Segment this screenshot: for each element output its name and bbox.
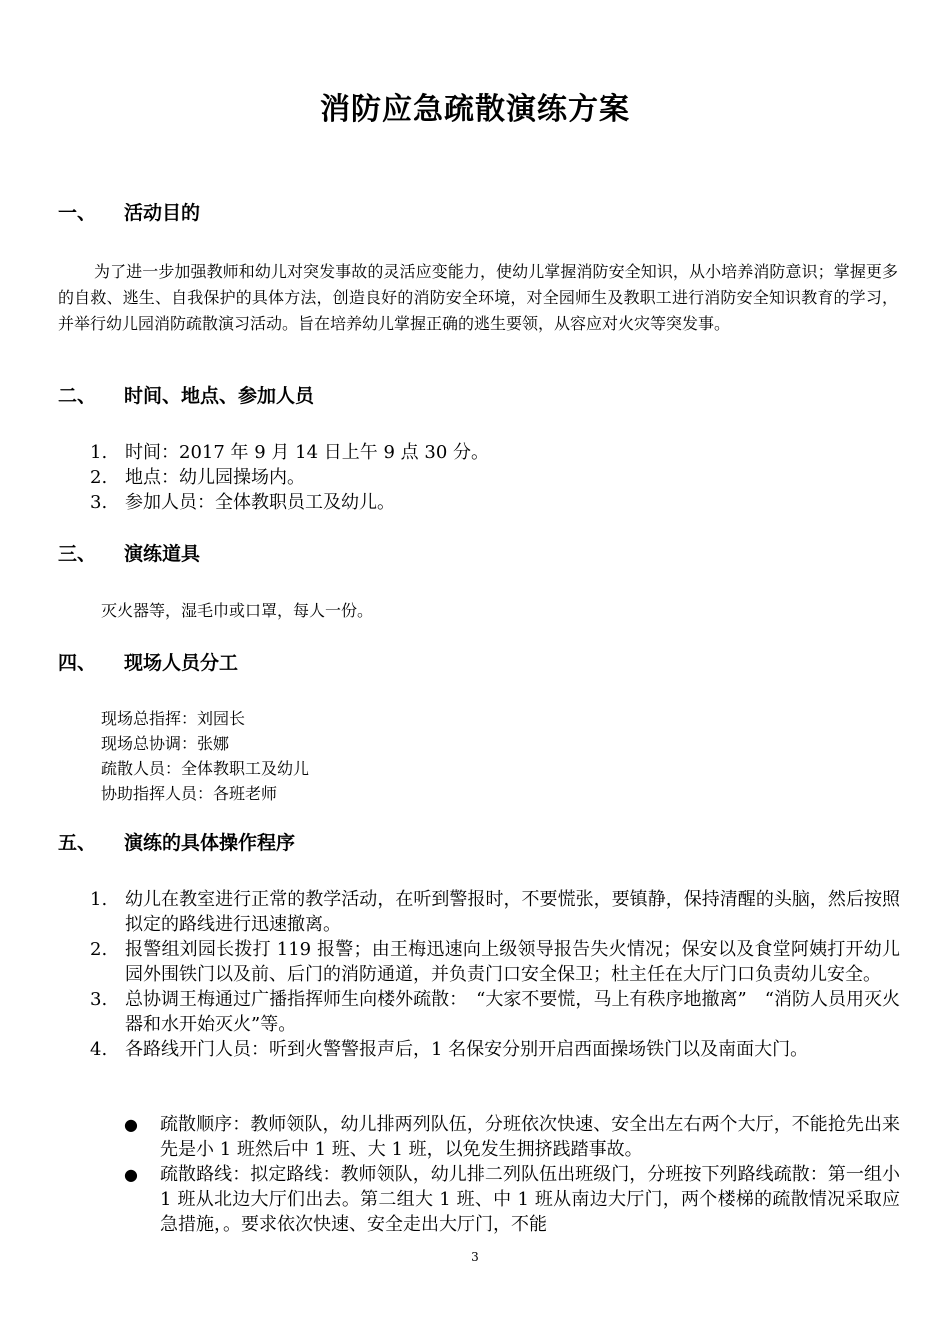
list-item: 1. 时间：2017 年 9 月 14 日上午 9 点 30 分。 [90,442,490,463]
list-item: 2. 报警组刘园长拨打 119 报警；由王梅迅速向上级领导报告失火情况；保安以及食堂阿姨打开幼儿园外围铁门以及前、后门的消防通道，并负责门口安全保卫；杜主任在大厅门口负责幼儿安全。 [90,939,900,985]
list-item: 4. 各路线开门人员：听到火警警报声后，1 名保安分别开启西面操场铁门以及南面大门。 [90,1039,809,1060]
procedure-list [90,887,900,1062]
section-heading-4 [58,648,238,675]
staff-line: 现场总指挥：刘园长 [101,709,246,728]
section-number: 一、 [58,202,97,224]
time-place-list [90,440,900,515]
bullet-marker: ● [124,1165,138,1184]
section-title: 时间、地点、参加人员 [124,385,315,407]
bullet-marker: ● [124,1115,138,1134]
staff-list [101,706,309,806]
list-item: 1. 幼儿在教室进行正常的教学活动，在听到警报时，不要慌张，要镇静，保持清醒的头脑，然后按照拟定的路线进行迅速撤离。 [90,889,900,935]
section-number: 五、 [58,832,97,854]
bullet-item: ● 疏散顺序：教师领队，幼儿排两列队伍，分班依次快速、安全出左右两个大厅，不能抢先出来先是小 1 班然后中 1 班、大 1 班，以免发生拥挤践踏事故。 [124,1114,900,1160]
bullet-item: ● 疏散路线：拟定路线：教师领队，幼儿排二列队伍出班级门，分班按下列路线疏散：第一组小 1 班从北边大厅们出去。第二组大 1 班、中 1 班从南边大厅门，两个楼梯的疏散情况采取应急措施，。要求依次快速、安全走出大厅门，不能 [124,1164,900,1235]
staff-line: 现场总协调：张娜 [101,734,230,753]
document-title: 消防应急疏散演练方案 [320,92,630,127]
staff-line: 疏散人员：全体教职工及幼儿 [101,759,310,778]
section-title: 演练的具体操作程序 [124,832,296,854]
section-title: 活动目的 [124,202,201,224]
list-item: 3. 总协调王梅通过广播指挥师生向楼外疏散： “大家不要慌，马上有秩序地撤离” “消防人员用灭火器和水开始灭火”等。 [90,989,900,1035]
section-heading-5 [58,828,295,855]
props-text: 灭火器等，湿毛巾或口罩，每人一份。 [101,601,374,620]
section-title: 现场人员分工 [124,652,239,674]
section-heading-1 [58,198,200,225]
section-heading-3 [58,539,200,566]
purpose-paragraph: 为了进一步加强教师和幼儿对突发事故的灵活应变能力，使幼儿掌握消防安全知识，从小培养消防意识；掌握更多的自救、逃生、自我保护的具体方法，创造良好的消防安全环境，对全园师生及教职工进行消防安全知识教育的学习，并举行幼儿园消防疏散演习活动。旨在培养幼儿掌握正确的逃生要领，从容应对火灾等突发事。 [58,262,898,333]
section-number: 二、 [58,385,97,407]
section-number: 三、 [58,543,97,565]
page-number: 3 [471,1250,479,1264]
section-number: 四、 [58,652,97,674]
staff-line: 协助指挥人员：各班老师 [101,784,278,803]
bullet-list [124,1112,900,1237]
section-heading-2 [58,381,314,408]
list-item: 2. 地点：幼儿园操场内。 [90,467,305,488]
section-title: 演练道具 [124,543,201,565]
list-item: 3. 参加人员：全体教职员工及幼儿。 [90,492,395,513]
